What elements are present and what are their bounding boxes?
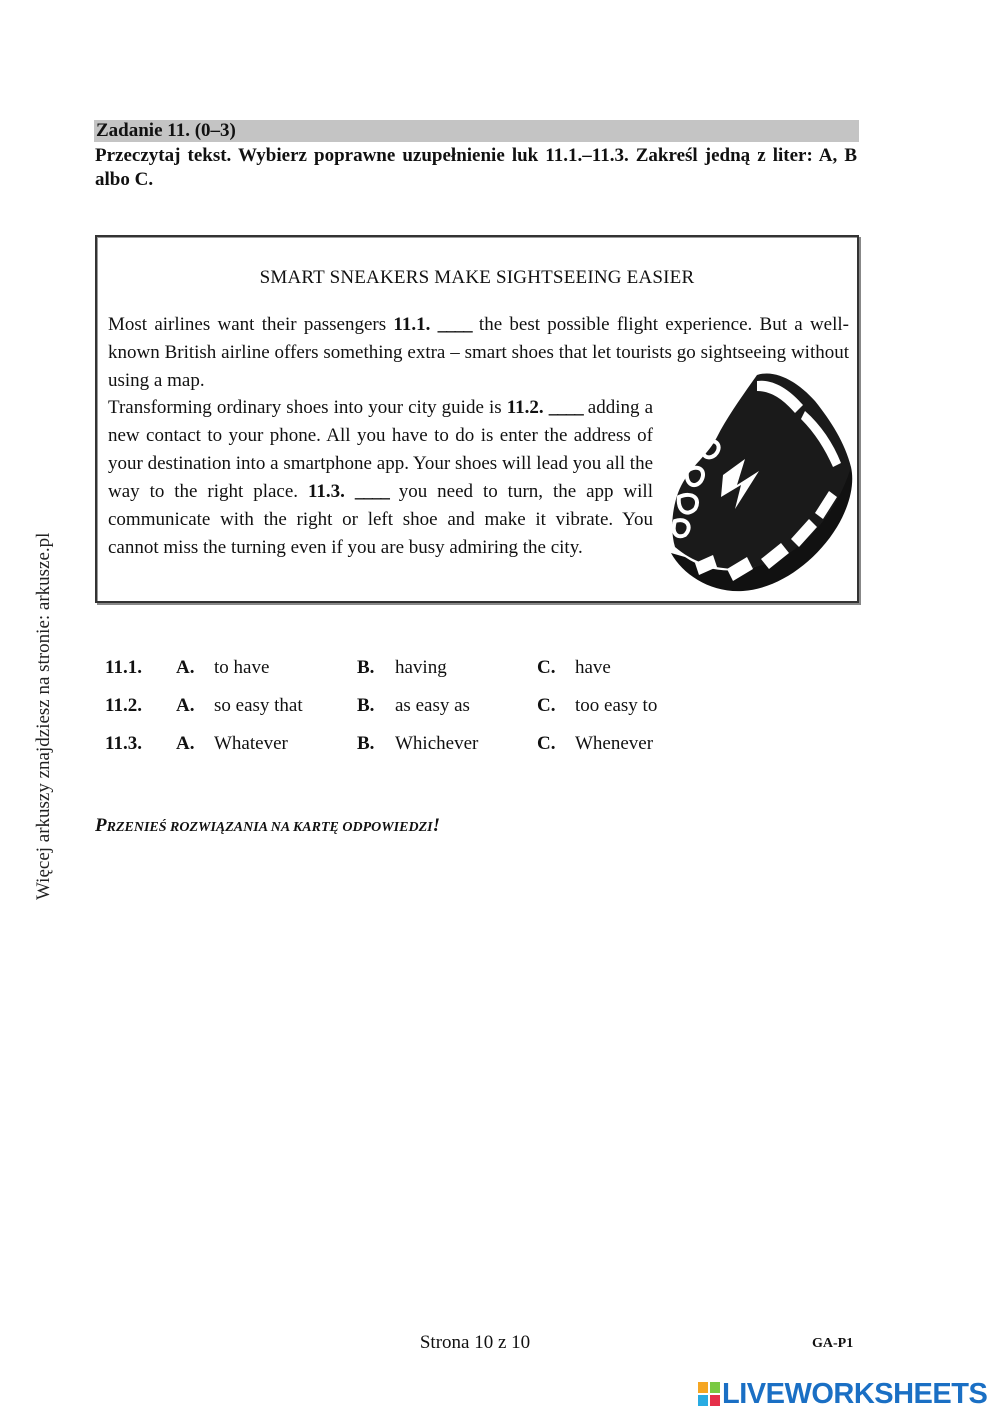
option-b-letter[interactable]: B. (357, 657, 375, 678)
page-number: Strona 10 z 10 (419, 1332, 531, 1353)
transfer-note-end: ! (432, 815, 440, 836)
task-header (94, 120, 859, 142)
option-c-letter[interactable]: C. (537, 733, 556, 754)
task-instruction: Przeczytaj tekst. Wybierz poprawne uzupełnienie luk 11.1.–11.3. Zakreśl jedną z liter: A, B albo C. (95, 145, 857, 190)
task-header-label: Zadanie 11. (0–3) (96, 120, 236, 141)
option-a-letter[interactable]: A. (176, 733, 195, 754)
option-b-text[interactable]: Whichever (395, 733, 479, 754)
option-c-text[interactable]: Whenever (575, 733, 654, 754)
option-a-letter[interactable]: A. (176, 695, 195, 716)
paragraph-2-end: you need to turn, the app will communicate with the right or left shoe and make it vibrate. You cannot miss the turning even if you are busy admiring the city. (108, 481, 653, 558)
paragraph-1-end: the best possible flight experience. But a well-known British airline offers something extra – smart shoes that let tourists go sightseeing without using a map. (108, 314, 849, 391)
brand-name: LIVEWORKSHEETS (722, 1377, 988, 1410)
option-b-letter[interactable]: B. (357, 695, 375, 716)
option-c-letter[interactable]: C. (537, 657, 556, 678)
gap-11-1-label: 11.1. (393, 314, 431, 335)
transfer-note-text: RZENIEŚ ROZWIĄZANIA NA KARTĘ ODPOWIEDZI (106, 820, 433, 835)
gap-11-1-blank[interactable]: ____ (437, 314, 472, 335)
gap-11-2-label: 11.2. (506, 397, 544, 418)
option-a-letter[interactable]: A. (176, 657, 195, 678)
option-a-text[interactable]: so easy that (214, 695, 303, 716)
option-c-text[interactable]: too easy to (575, 695, 658, 716)
transfer-note (95, 815, 440, 837)
paragraph-2-start: Transforming ordinary shoes into your city guide is (108, 397, 507, 418)
gap-11-3-label: 11.3. (307, 481, 345, 502)
sneaker-icon (665, 367, 855, 599)
option-b-letter[interactable]: B. (357, 733, 375, 754)
gap-11-2-blank[interactable]: ____ (548, 397, 583, 418)
option-b-text[interactable]: as easy as (395, 695, 470, 716)
paragraph-1-start: Most airlines want their passengers (108, 314, 394, 335)
side-note: Więcej arkuszy znajdziesz na stronie: arkusze.pl (33, 532, 54, 900)
answer-options (105, 657, 755, 771)
question-number: 11.2. (105, 695, 142, 716)
option-a-text[interactable]: to have (214, 657, 270, 678)
paragraph-2 (108, 394, 653, 562)
gap-11-3-blank[interactable]: ____ (354, 481, 389, 502)
option-row-11-3 (105, 733, 755, 771)
option-c-text[interactable]: have (575, 657, 611, 678)
question-number: 11.1. (105, 657, 142, 678)
option-a-text[interactable]: Whatever (214, 733, 288, 754)
exam-code: GA-P1 (812, 1336, 854, 1351)
liveworksheets-logo (698, 1377, 987, 1411)
reading-text-box (95, 235, 859, 603)
transfer-note-initial: P (95, 815, 107, 836)
question-number: 11.3. (105, 733, 142, 754)
liveworksheets-logo-icon (698, 1382, 720, 1406)
option-c-letter[interactable]: C. (537, 695, 556, 716)
option-row-11-1 (105, 657, 755, 695)
option-b-text[interactable]: having (395, 657, 447, 678)
option-row-11-2 (105, 695, 755, 733)
paragraph-2-middle: adding a new contact to your phone. All you have to do is enter the address of your destination into a smartphone app. Your shoes will lead you all the way to the right place. (108, 397, 653, 502)
text-title: SMART SNEAKERS MAKE SIGHTSEEING EASIER (259, 267, 695, 288)
